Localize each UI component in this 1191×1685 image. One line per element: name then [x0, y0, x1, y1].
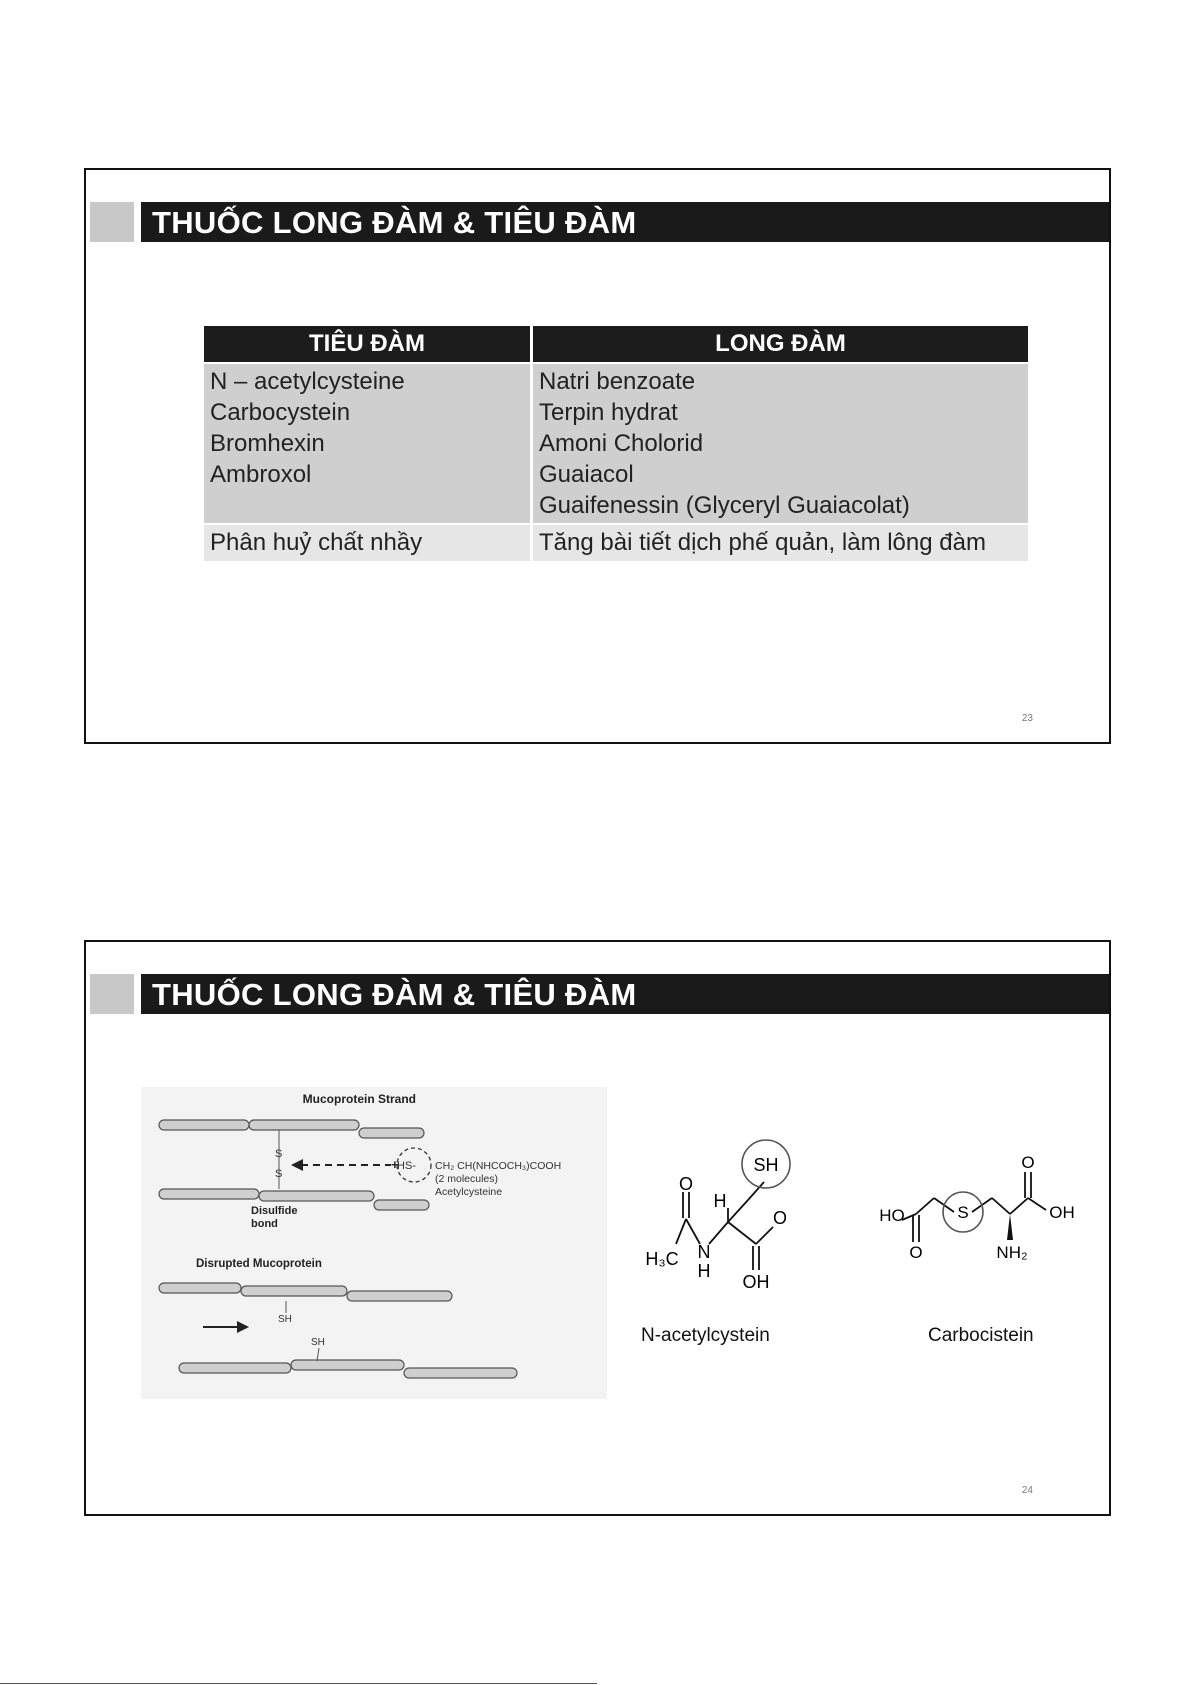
- caption-carbocistein: Carbocistein: [928, 1325, 1034, 1346]
- carbo-nh2-label: NH₂: [996, 1243, 1028, 1262]
- carbocisteine-structure: [866, 1152, 1096, 1312]
- footer-divider: [0, 1683, 597, 1684]
- page-number: 24: [1021, 1485, 1033, 1496]
- mucolytic-mechanism-figure: [141, 1087, 607, 1399]
- list-item: Natri benzoate: [539, 368, 696, 395]
- list-item: Guaifenessin (Glyceryl Guaiacolat): [539, 492, 910, 519]
- slide-title: THUỐC LONG ĐÀM & TIÊU ĐÀM: [141, 974, 1109, 1014]
- label-disrupted-mucoprotein: Disrupted Mucoprotein: [196, 1258, 322, 1270]
- label-s2: S: [275, 1168, 283, 1180]
- carbo-o-top: O: [1021, 1153, 1035, 1172]
- table-row-drugs: [204, 364, 1028, 523]
- label-hs: HS-: [397, 1160, 416, 1172]
- carbo-oh-label: OH: [1049, 1203, 1075, 1222]
- list-item: Guaiacol: [539, 461, 634, 488]
- n-acetylcysteine-structure: [606, 1122, 836, 1312]
- table-header-row: [204, 326, 1028, 362]
- mechanism-diagram: [141, 1087, 607, 1399]
- label-bond: bond: [251, 1218, 278, 1230]
- n-acetylcysteine-diagram: [606, 1122, 836, 1312]
- long-dam-drug-list: [533, 364, 1028, 523]
- nac-sh-label: SH: [753, 1155, 779, 1175]
- label-acetylcysteine: Acetylcysteine: [435, 1186, 503, 1198]
- nac-h3c-label: H₃C: [645, 1249, 679, 1269]
- page-number: 23: [1021, 713, 1033, 724]
- slide-24: [84, 940, 1111, 1516]
- long-dam-effect: Tăng bài tiết dịch phế quản, làm lông đàm: [533, 525, 1028, 561]
- drug-comparison-table: [201, 324, 1031, 563]
- carbo-s-label: S: [957, 1203, 969, 1222]
- nac-oh-label: OH: [742, 1272, 770, 1292]
- nac-n-label: N: [697, 1242, 711, 1262]
- header-tieu-dam: TIÊU ĐÀM: [204, 326, 530, 362]
- label-sh-lower: SH: [311, 1337, 325, 1348]
- label-molecules: (2 molecules): [435, 1173, 499, 1185]
- caption-n-acetylcystein: N-acetylcystein: [641, 1325, 770, 1346]
- carbo-ho-label: HO: [879, 1206, 905, 1225]
- list-item: Terpin hydrat: [539, 399, 678, 426]
- label-sh-upper: SH: [278, 1314, 292, 1325]
- label-plus: +: [391, 1157, 399, 1172]
- slide-title: THUỐC LONG ĐÀM & TIÊU ĐÀM: [141, 202, 1109, 242]
- list-item: Amoni Cholorid: [539, 430, 704, 457]
- label-mucoprotein-strand: Mucoprotein Strand: [302, 1092, 416, 1106]
- label-disulfide: Disulfide: [251, 1205, 298, 1217]
- carbo-o-left: O: [909, 1243, 923, 1262]
- list-item: Ambroxol: [210, 461, 312, 488]
- list-item: Carbocystein: [210, 399, 351, 426]
- label-s1: S: [275, 1148, 283, 1160]
- table-row-effect: [204, 525, 1028, 561]
- list-item: Bromhexin: [210, 430, 325, 457]
- nac-nh-h-label: H: [697, 1261, 711, 1281]
- label-formula: CH₂ CH(NHCOCH₃)COOH: [435, 1160, 562, 1172]
- nac-o-right: O: [772, 1208, 788, 1228]
- header-long-dam: LONG ĐÀM: [533, 326, 1028, 362]
- list-item: N – acetylcysteine: [210, 368, 405, 395]
- nac-o-top: O: [678, 1174, 694, 1194]
- slide-23: [84, 168, 1111, 744]
- nac-h-label: H: [713, 1191, 727, 1211]
- tieu-dam-drug-list: [204, 364, 530, 523]
- title-accent-block: [90, 202, 134, 242]
- carbocisteine-diagram: [866, 1152, 1096, 1312]
- tieu-dam-effect: Phân huỷ chất nhầy: [204, 525, 530, 561]
- title-accent-block: [90, 974, 134, 1014]
